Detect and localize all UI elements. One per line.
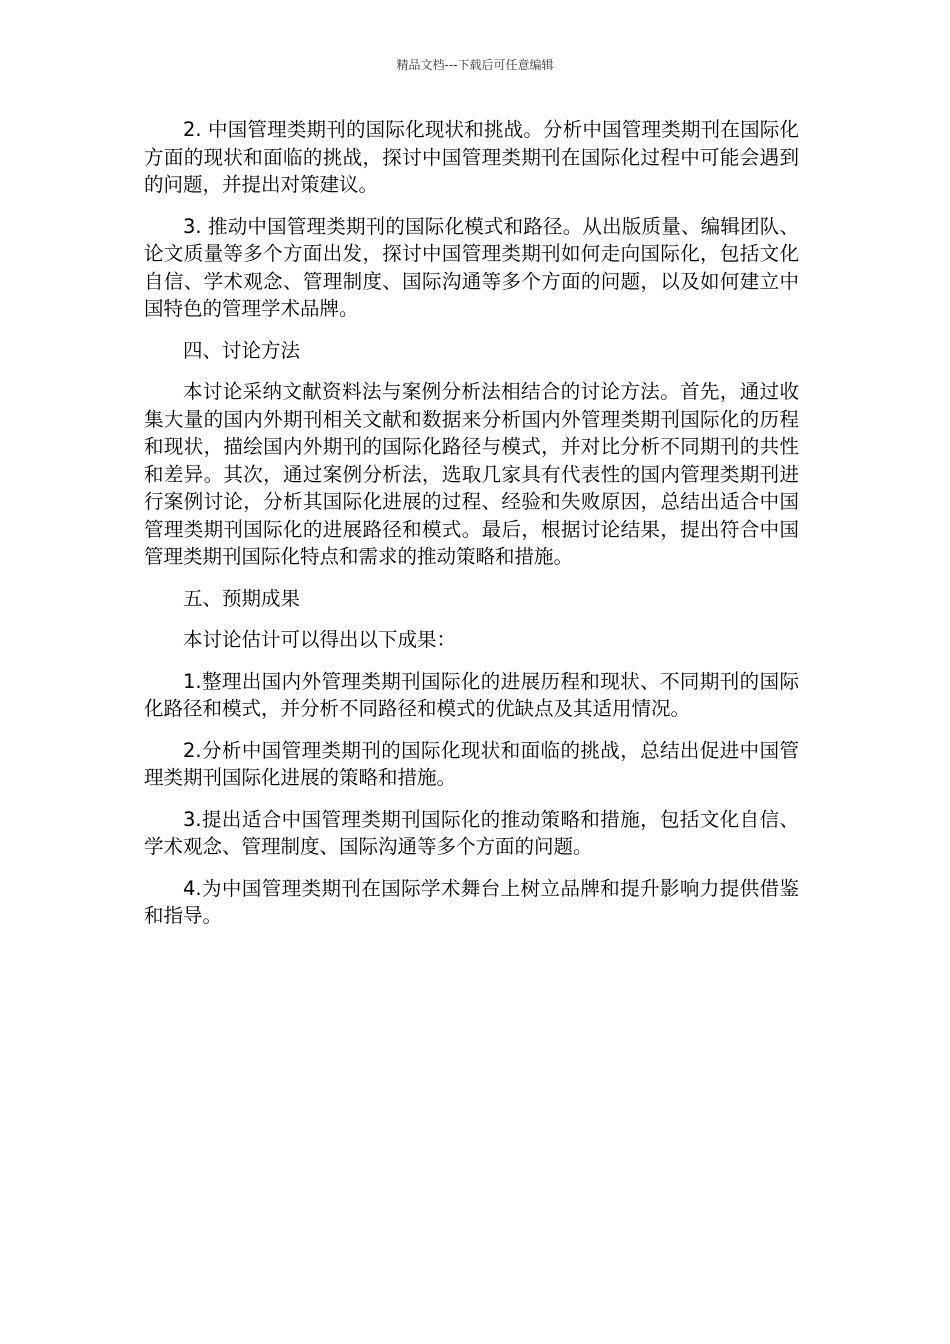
paragraph-outcomes-intro: 本讨论估计可以得出以下成果： (183, 628, 457, 651)
paragraph-outcome-2: 2.分析中国管理类期刊的国际化现状和面临的挑战，总结出促进中国管理类期刊国际化进展的策略和措施。 (144, 738, 799, 789)
section-heading-methods: 四、讨论方法 (183, 338, 301, 362)
paragraph-outcome-1: 1.整理出国内外管理类期刊国际化的进展历程和现状、不同期刊的国际化路径和模式，并分析不同路径和模式的优缺点及其适用情况。 (144, 669, 799, 720)
paragraph-outcome-4: 4.为中国管理类期刊在国际学术舞台上树立品牌和提升影响力提供借鉴和指导。 (144, 876, 799, 927)
paragraph-methods: 本讨论采纳文献资料法与案例分析法相结合的讨论方法。首先，通过收集大量的国内外期刊相关文献和数据来分析国内外管理类期刊国际化的历程和现状，描绘国内外期刊的国际化路径与模式，并对比分析不同期刊的共性和差异。其次，通过案例分析法，选取几家具有代表性的国内管理类期刊进行案例讨论，分析其国际化进展的过程、经验和失败原因，总结出适合中国管理类期刊国际化的进展路径和模式。最后，根据讨论结果，提出符合中国管理类期刊国际化特点和需求的推动策略和措施。 (144, 380, 799, 568)
paragraph-outcome-3: 3.提出适合中国管理类期刊国际化的推动策略和措施，包括文化自信、学术观念、管理制度、国际沟通等多个方面的问题。 (144, 807, 799, 858)
page-header: 精品文档---下载后可任意编辑 (396, 58, 554, 72)
section-heading-outcomes: 五、预期成果 (183, 586, 301, 610)
document-body (144, 116, 799, 944)
paragraph-item-3: 3. 推动中国管理类期刊的国际化模式和路径。从出版质量、编辑团队、论文质量等多个方面出发，探讨中国管理类期刊如何走向国际化，包括文化自信、学术观念、管理制度、国际沟通等多个方面的问题，以及如何建立中国特色的管理学术品牌。 (144, 214, 799, 320)
paragraph-item-2: 2. 中国管理类期刊的国际化现状和挑战。分析中国管理类期刊在国际化方面的现状和面临的挑战，探讨中国管理类期刊在国际化过程中可能会遇到的问题，并提出对策建议。 (144, 118, 799, 196)
